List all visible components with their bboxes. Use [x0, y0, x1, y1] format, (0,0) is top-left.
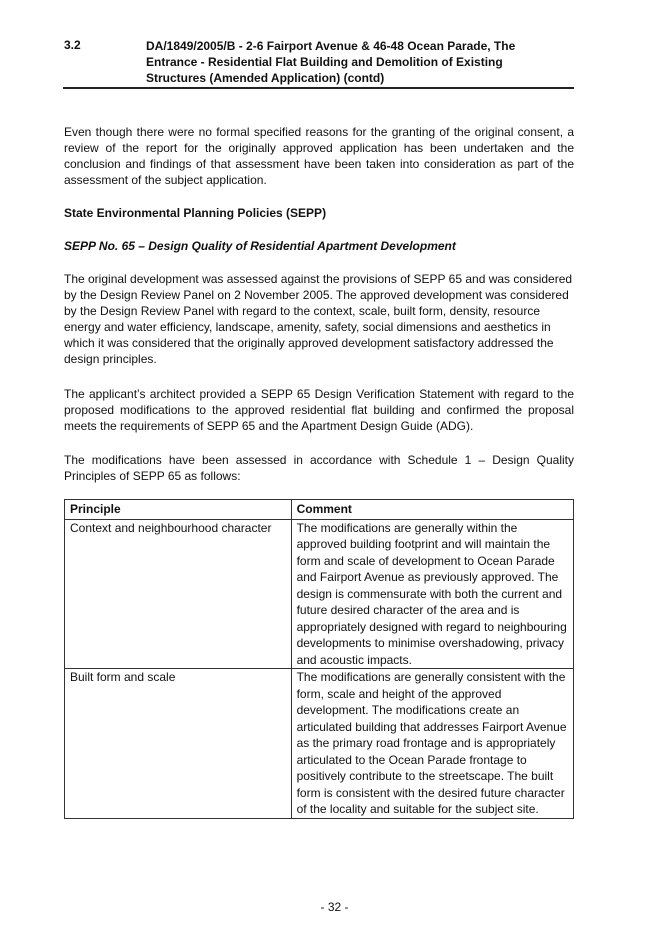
sepp-heading: State Environmental Planning Policies (SEPP) — [64, 206, 327, 220]
original-assessment-paragraph: The original development was assessed against the provisions of SEPP 65 and was considered by the Design Review Panel on 2 November 2005. The approved development was considered by the Design Review Panel with regard to the context, scale, built form, density, resource energy and water efficiency, landscape, amenity, safety, social dimensions and aesthetics in which it was considered that the originally approved development satisfactory addressed the design principles. — [64, 272, 573, 366]
sepp65-subheading: SEPP No. 65 – Design Quality of Residential Apartment Development — [64, 239, 456, 253]
principle-cell: Built form and scale — [65, 669, 292, 819]
design-principles-table — [64, 499, 574, 819]
comment-cell: The modifications are generally within the approved building footprint and will maintain the form and scale of development to Ocean Parade and Fairport Avenue as previously approved. The design is commensurate with both the current and future desired character of the area and is appropriately designed with regard to neighbouring developments to minimise overshadowing, privacy and acoustic impacts. — [291, 519, 573, 669]
schedule-intro-paragraph: The modifications have been assessed in accordance with Schedule 1 – Design Quality Principles of SEPP 65 as follows: — [64, 453, 574, 483]
table-header-row — [65, 500, 574, 520]
column-header-comment: Comment — [291, 500, 573, 520]
comment-cell: The modifications are generally consistent with the form, scale and height of the approved development. The modifications create an articulated building that addresses Fairport Avenue as the primary road frontage and is appropriately articulated to the Ocean Parade frontage to positively contribute to the streetscape. The built form is consistent with the desired future character of the locality and suitable for the subject site. — [291, 669, 573, 819]
table-row — [65, 669, 574, 819]
column-header-principle: Principle — [65, 500, 292, 520]
intro-paragraph: Even though there were no formal specified reasons for the granting of the original consent, a review of the report for the originally approved application has been undertaken and the conclusion and findings of that assessment have been taken into consideration as part of the assessment of the subject application. — [64, 125, 574, 187]
page-number: - 32 - — [320, 900, 349, 914]
section-number: 3.2 — [64, 38, 81, 52]
verification-statement-paragraph: The applicant’s architect provided a SEPP 65 Design Verification Statement with regard to the proposed modifications to the approved residential flat building and confirmed the proposal meets the requirements of SEPP 65 and the Apartment Design Guide (ADG). — [64, 387, 574, 433]
principle-cell: Context and neighbourhood character — [65, 519, 292, 669]
header-divider — [63, 87, 574, 89]
table-row — [65, 519, 574, 669]
section-title: DA/1849/2005/B - 2-6 Fairport Avenue & 46-48 Ocean Parade, The Entrance - Residential Flat Building and Demolition of Existing Structures (Amended Application) (contd) — [146, 39, 516, 85]
